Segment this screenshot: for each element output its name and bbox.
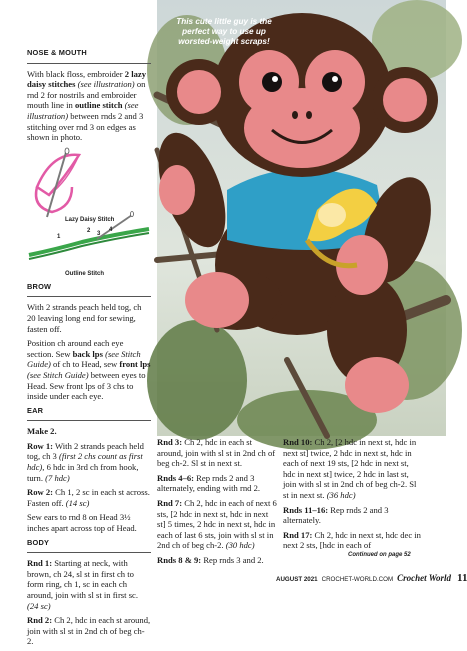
right-column: [283, 437, 423, 555]
magazine-name: Crochet World: [397, 573, 452, 583]
body-rnd-2: Rnd 2: Ch 2, hdc in each st around, join with sl st in 2nd ch of beg ch-2.: [27, 615, 151, 647]
section-heading-nose-mouth: NOSE & MOUTH: [27, 48, 87, 57]
section-rule: [27, 420, 151, 421]
caption-line: This cute little guy is the: [176, 17, 272, 26]
brow-paragraph-2: Position ch around each eye section. Sew back lps (see Stitch Guide) of ch to Head, sew front lps (see Stitch Guide) between eyes to Head. Sew front lps of 3 chs to inside under each eye.: [27, 338, 151, 402]
section-heading-body: BODY: [27, 537, 50, 547]
body-rnd-3: Rnd 3: Ch 2, hdc in each st around, join with sl st in 2nd ch of beg ch-2. Sl st in next st.: [157, 437, 276, 469]
continued-note: Continued on page 52: [348, 552, 411, 558]
section-heading-ear: EAR: [27, 405, 44, 415]
section-rule: [27, 63, 151, 64]
outline-number: 1: [57, 233, 61, 240]
body-rnds-8-9: Rnds 8 & 9: Rep rnds 3 and 2.: [157, 554, 264, 565]
monkey-photo: [157, 0, 446, 436]
outline-number: 4: [109, 226, 113, 233]
page-number: 11: [457, 572, 467, 584]
body-rnd-7: Rnd 7: Ch 2, hdc in each of next 6 sts, [2 hdc in next st, hdc in next st] 5 times, 2 hdc in next st, hdc in each of last 6 sts, join with sl st in 2nd ch of beg ch-2. (30 hdc): [157, 497, 277, 551]
body-rnd-1: Rnd 1: Starting at neck, with brown, ch 24, sl st in first ch to form ring, ch 1, sc in each ch around, join with sl st in first sc. (24 sc): [27, 558, 138, 611]
section-rule: [27, 552, 151, 553]
ear-make-count: Make 2.: [27, 426, 57, 437]
caption-line: perfect way to use up: [182, 27, 266, 36]
nose-mouth-paragraph: With black floss, embroider 2 lazy daisy stitches (see illustration) on rnd 2 for nostrils and embroider mouth line in outline stitch (see illustration) between rnds 2 and 3 stitching over rnd 3 on edges as shown in photo.: [27, 68, 146, 143]
middle-column: [157, 437, 277, 570]
caption-line: worsted-weight scraps!: [178, 37, 270, 46]
stitch-diagrams: [27, 147, 151, 282]
ear-row-1: Row 1: With 2 strands peach held tog, ch 3 (first 2 chs count as first hdc), 6 hdc in 3rd ch from hook, turn. (7 hdc): [27, 440, 144, 483]
lazy-daisy-label: Lazy Daisy Stitch: [65, 216, 115, 223]
outline-number: 2: [87, 227, 91, 234]
brow-paragraph-1: With 2 strands peach held tog, ch 20 leaving long end for sewing, fasten off.: [27, 302, 142, 334]
section-rule: [27, 296, 151, 297]
section-heading-brow: BROW: [27, 281, 52, 291]
ear-row-2: Row 2: Ch 1, 2 sc in each st across. Fasten off. (14 sc): [27, 487, 150, 508]
body-rnd-10: Rnd 10: Ch 2, [2 hdc in next st, hdc in next st] twice, 2 hdc in next st, hdc in each of next 19 sts, [2 hdc in next st, hdc in next st] twice, 2 hdc in last st, join with sl st in 2nd ch of beg ch-2. Sl st in next st. (36 hdc): [283, 437, 417, 500]
page-footer: [276, 572, 467, 586]
ear-sew-paragraph: Sew ears to rnd 8 on Head 3½ inches apart across top of Head.: [27, 512, 137, 534]
website-link[interactable]: CROCHET-WORLD.COM: [321, 576, 394, 583]
outline-stitch-label: Outline Stitch: [65, 270, 104, 277]
outline-number: 3: [97, 230, 101, 237]
body-rnd-17: Rnd 17: Ch 2, hdc in next st, hdc dec in next 2 sts, [hdc in each of: [283, 529, 421, 551]
issue-date: AUGUST 2021: [276, 576, 318, 583]
body-rnds-4-6: Rnds 4–6: Rep rnds 2 and 3 alternately, ending with rnd 2.: [157, 472, 261, 494]
photo-caption: [168, 17, 280, 47]
body-rnds-11-16: Rnds 11–16: Rep rnds 2 and 3 alternately.: [283, 504, 389, 526]
left-column: [27, 48, 151, 651]
